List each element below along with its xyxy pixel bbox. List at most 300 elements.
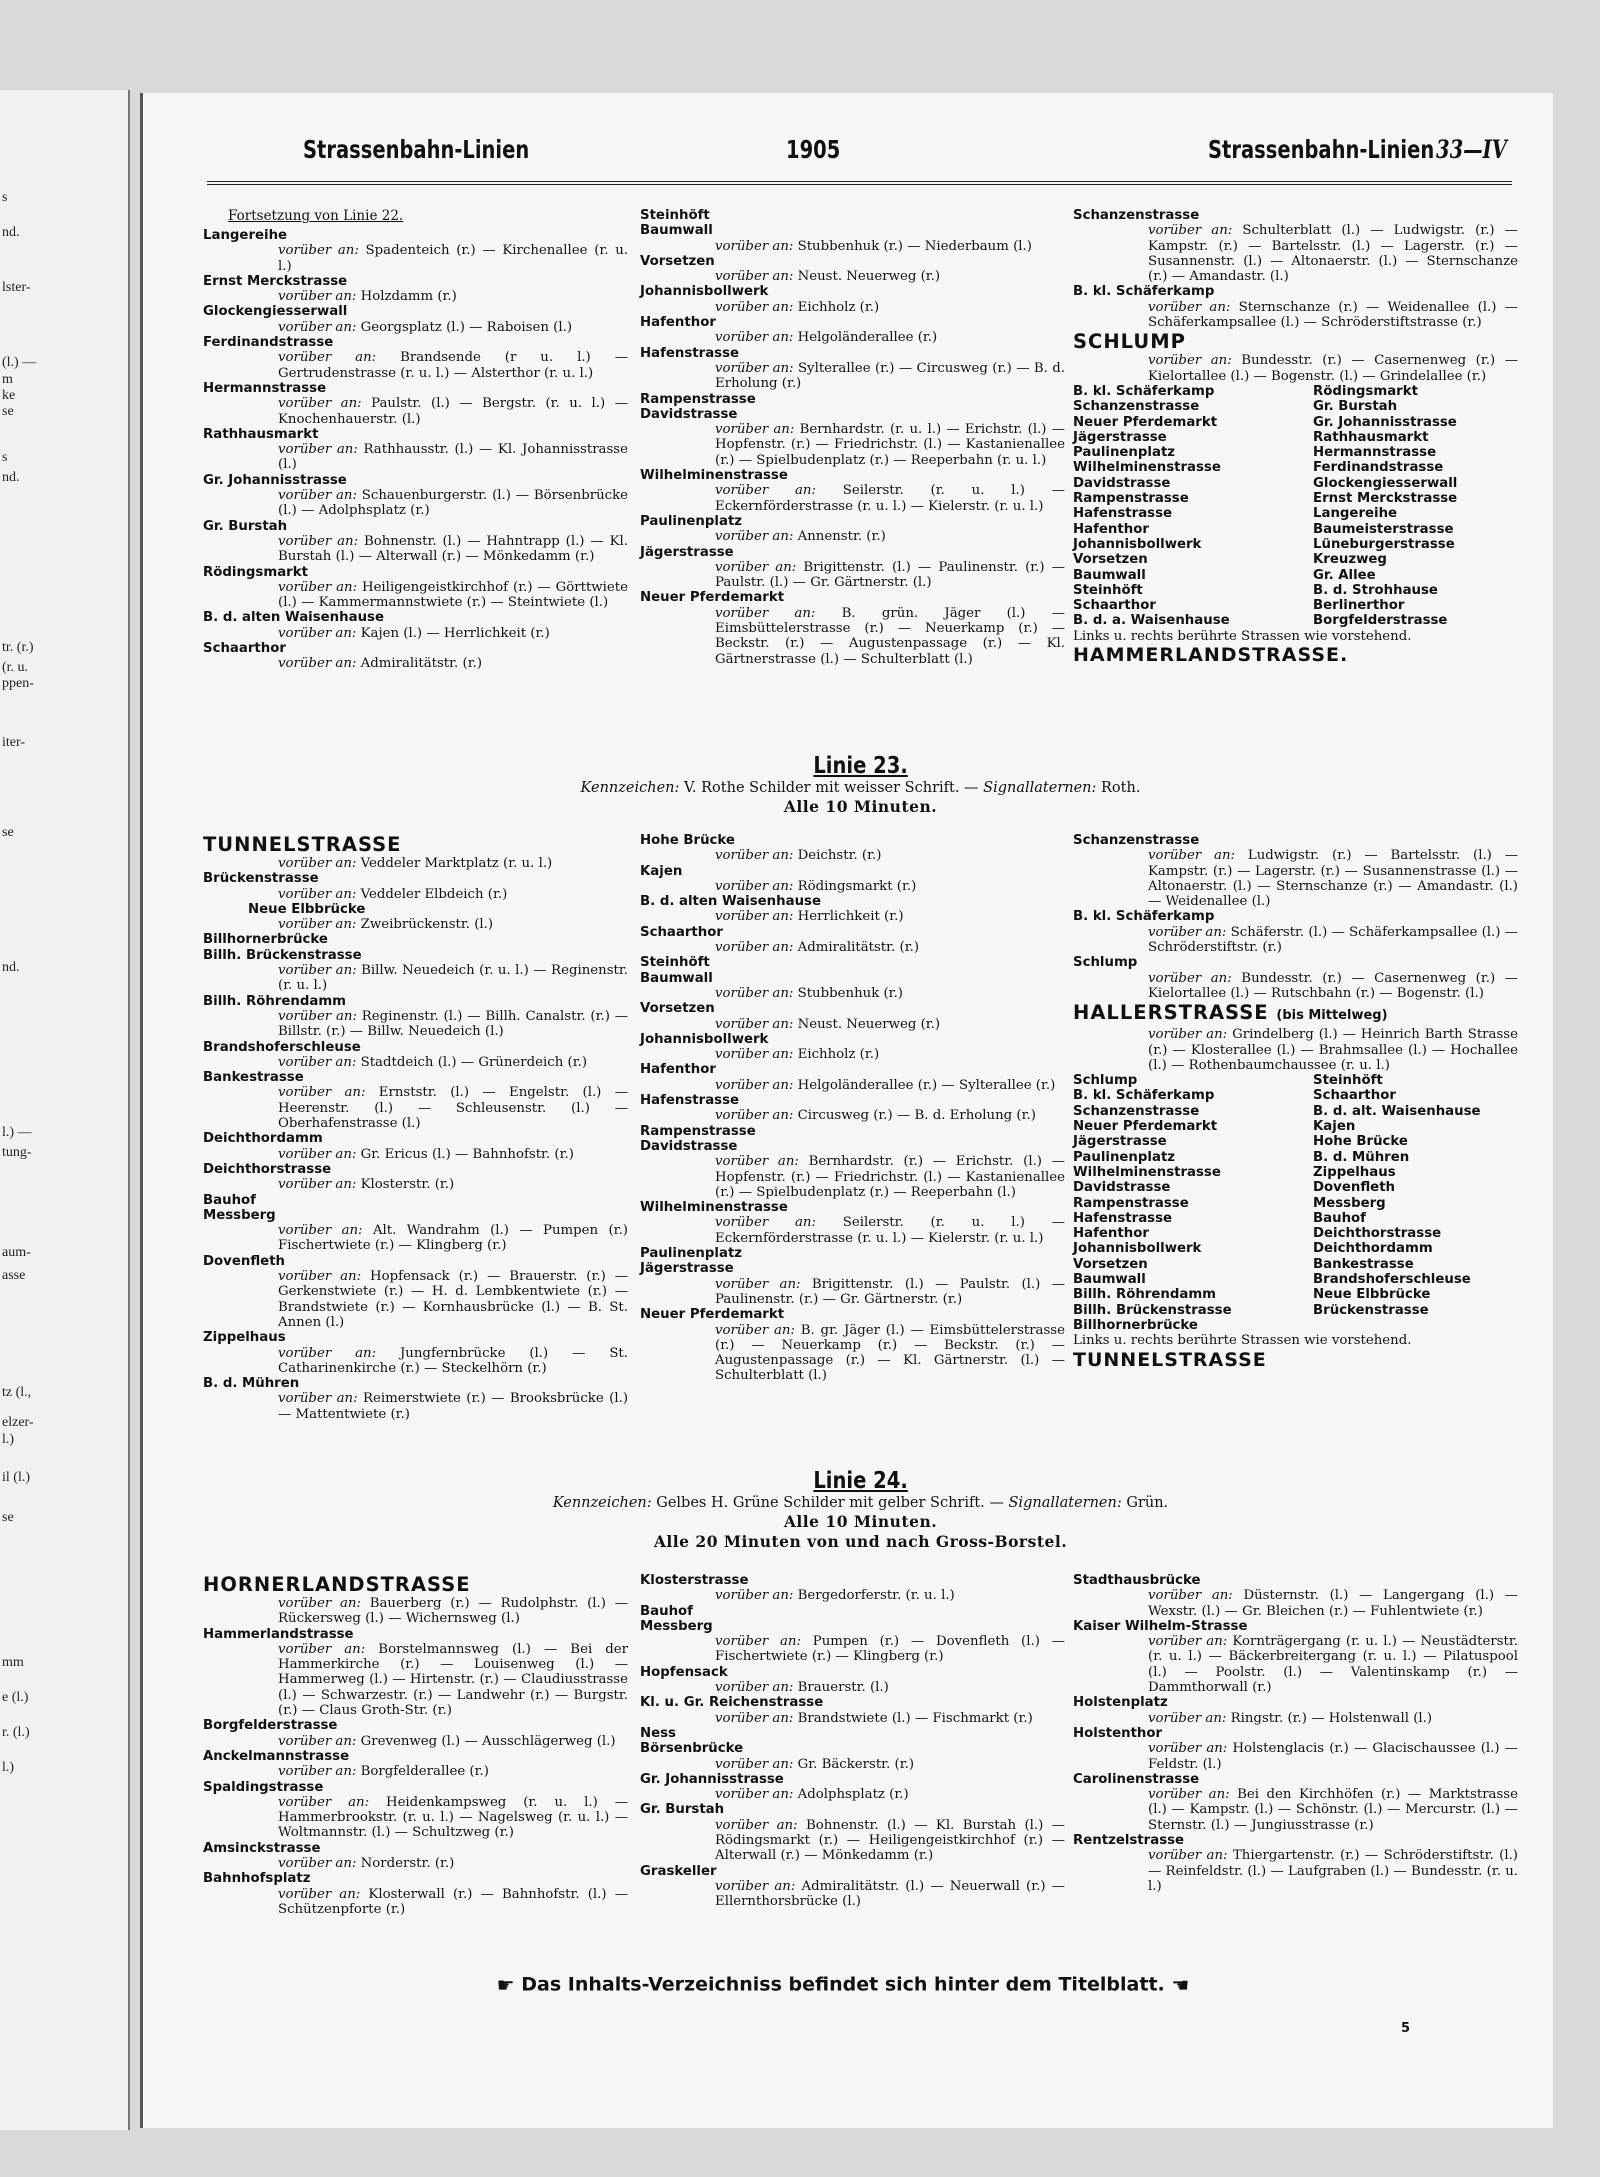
stop-name-text: Neuer Pferdemarkt	[640, 590, 785, 606]
stop-name-text: Deichthordamm	[203, 1131, 323, 1147]
passes-line	[203, 1856, 628, 1871]
passes-streets: Stadtdeich (l.) — Grünerdeich (r.)	[360, 1054, 588, 1070]
stop-name	[640, 208, 1065, 223]
margin-fragment: il (l.)	[2, 1470, 30, 1485]
stop-name-text: Wilhelminenstrasse	[640, 1200, 788, 1216]
stop-entry	[203, 228, 628, 274]
passes-label: vorüber an:	[278, 579, 358, 595]
left-page-margin	[0, 90, 130, 2130]
stop-name	[203, 1330, 628, 1345]
return-stop: Baumwall	[1073, 1272, 1146, 1288]
stop-entry	[640, 1200, 1065, 1246]
passes-label: vorüber an:	[715, 360, 794, 376]
stop-name	[640, 1062, 1065, 1077]
stop-name-text: Neuer Pferdemarkt	[640, 1307, 785, 1323]
stop-name	[203, 932, 628, 947]
stop-entry	[203, 381, 628, 427]
passes-line	[640, 1757, 1065, 1772]
stop-name-text: Hohe Brücke	[640, 833, 735, 848]
return-stop: Ferdinandstrasse	[1313, 460, 1444, 476]
stop-name	[203, 304, 628, 319]
stop-name	[640, 254, 1065, 269]
passes-streets: Brauerstr. (l.)	[797, 1680, 889, 1696]
passes-label: vorüber an:	[715, 1756, 794, 1772]
passes-line	[640, 269, 1065, 284]
stop-entry	[640, 1093, 1065, 1124]
passes-label: vorüber an:	[278, 856, 357, 871]
stop-entry	[640, 955, 1065, 970]
passes-label: vorüber an:	[715, 559, 797, 575]
stop-name-text: Schanzenstrasse	[1073, 208, 1200, 223]
linie-22-continuation	[203, 208, 1518, 838]
stop-name-text: Spaldingstrasse	[203, 1779, 324, 1795]
passes-label: vorüber an:	[278, 289, 357, 305]
passes-line	[203, 320, 628, 335]
passes-streets: Rödingsmarkt (r.)	[797, 878, 917, 894]
stop-entry	[203, 1376, 628, 1422]
stop-entry	[640, 315, 1065, 346]
stop-name-text: Brückenstrasse	[203, 871, 319, 887]
passes-line	[640, 1277, 1065, 1308]
margin-fragment: se	[2, 825, 14, 840]
stop-entry	[640, 514, 1065, 545]
passes-streets: Ringstr. (r.) — Holstenwall (l.)	[1230, 1710, 1433, 1726]
stop-name-text: Glockengiesserwall	[203, 304, 348, 320]
passes-streets: Alt. Wandrahm (l.) — Pumpen (r.) Fischertwiete (r.) — Klingberg (r.)	[278, 1223, 628, 1254]
return-stop: Steinhöft	[1073, 582, 1143, 598]
passes-line	[1073, 223, 1518, 284]
passes-line	[640, 1634, 1065, 1665]
column-1	[203, 1573, 628, 1917]
passes-label: vorüber an:	[1148, 299, 1231, 315]
passes-streets: Deichstr. (r.)	[797, 848, 882, 864]
passes-streets: Herrlichkeit (r.)	[797, 909, 904, 925]
passes-line	[640, 483, 1065, 514]
stop-name	[1073, 1695, 1518, 1710]
passes-streets: Bernhardstr. (r. u. l.) — Erichstr. (l.) — Hopfenstr. (r.) — Friedrichstr. (l.) — Kastanienallee (r.) — Spielbudenplatz (r.) — Reeperbahn (r. u. l.)	[715, 422, 1065, 468]
stop-name	[203, 1718, 628, 1733]
margin-fragment: iter-	[2, 735, 26, 750]
stop-name	[640, 1726, 1065, 1741]
linie-24-frequency: Alle 10 Minuten.	[783, 1512, 938, 1531]
header-right-title: Strassenbahn-Linien	[1208, 135, 1435, 164]
return-stop: Glockengiesserwall	[1313, 475, 1458, 491]
return-stop: Davidstrasse	[1073, 475, 1171, 491]
passes-streets: Schauenburgerstr. (l.) — Börsenbrücke (l.) — Adolphsplatz (r.)	[278, 488, 629, 519]
stop-entry	[203, 833, 628, 871]
column-2	[640, 208, 1065, 667]
stop-name-text: Hopfensack	[640, 1664, 728, 1680]
stop-name	[640, 1200, 1065, 1215]
passes-label: vorüber an:	[278, 1008, 357, 1024]
stop-name-text: Dovenfleth	[203, 1253, 286, 1269]
passes-streets: Brandstwiete (l.) — Fischmarkt (r.)	[797, 1710, 1033, 1726]
return-stop: Hermannstrasse	[1313, 445, 1437, 461]
passes-streets: Heiligengeistkirchhof (r.) — Görttwiete (l.) — Kammermannstwiete (r.) — Steintwiete (l.)	[278, 579, 628, 611]
passes-line	[640, 560, 1065, 591]
passes-streets: Neust. Neuerweg (r.)	[797, 1016, 941, 1032]
passes-streets: B. gr. Jäger (l.) — Eimsbüttelerstrasse (r.) — Neuerkamp (r.) — Beckstr. (r.) — Augustenpassage (r.) — Kl. Gärtnerstr. (l.) — Schulterblatt (l.)	[715, 1322, 1066, 1384]
return-stop: Vorsetzen	[1073, 552, 1148, 568]
passes-streets: Brandsende (r u. l.) — Gertrudenstrasse (r. u. l.) — Alsterthor (r. u. l.)	[278, 350, 628, 381]
linie-23-frequency: Alle 10 Minuten.	[783, 797, 938, 816]
stop-entry	[203, 610, 628, 641]
stop-entry	[203, 1573, 628, 1627]
stop-entry	[640, 254, 1065, 285]
stop-name-text: Kaiser Wilhelm-Strasse	[1073, 1618, 1248, 1634]
passes-line	[1073, 848, 1518, 909]
stop-name	[640, 514, 1065, 529]
passes-streets: Georgsplatz (l.) — Raboisen (l.)	[360, 319, 573, 335]
stop-name	[203, 1627, 628, 1642]
return-stop: Gr. Allee	[1313, 567, 1376, 583]
return-stop: Hafenstrasse	[1073, 506, 1173, 522]
stop-entry	[640, 1246, 1065, 1261]
passes-streets: Klosterwall (r.) — Bahnhofstr. (l.) — Schützenpforte (r.)	[278, 1886, 629, 1917]
kennzeichen-label: Kennzeichen:	[580, 780, 680, 796]
stop-entry	[640, 208, 1065, 223]
stop-name	[640, 407, 1065, 422]
stop-name	[640, 1093, 1065, 1108]
stop-name-text: B. d. Mühren	[203, 1376, 300, 1392]
margin-fragment: ppen-	[2, 676, 34, 691]
passes-streets: Grevenweg (l.) — Ausschlägerweg (l.)	[360, 1733, 616, 1749]
footer-note	[343, 1973, 1343, 1997]
passes-streets: Admiralitätstr. (r.)	[797, 940, 920, 956]
stop-name	[203, 228, 628, 243]
stop-name-text: Wilhelminenstrasse	[640, 468, 788, 484]
header-rule	[207, 181, 1512, 185]
stop-name-text: Holstenplatz	[1073, 1695, 1168, 1711]
margin-fragment: mm	[2, 1655, 24, 1670]
passes-line	[640, 1818, 1065, 1864]
stop-name	[640, 346, 1065, 361]
signallaternen-label: Signallaternen:	[1008, 1495, 1122, 1511]
stop-entry	[640, 1124, 1065, 1139]
passes-label: vorüber an:	[715, 848, 794, 864]
return-stop: Bauhof	[1313, 1210, 1366, 1226]
return-stop: Hafenthor	[1073, 521, 1149, 537]
stop-entry	[203, 1841, 628, 1872]
return-stop: Wilhelminenstrasse	[1073, 1164, 1221, 1180]
stop-name	[640, 590, 1065, 605]
stop-entry	[640, 392, 1065, 407]
return-stop: Johannisbollwerk	[1073, 1241, 1202, 1257]
passes-line	[1073, 1741, 1518, 1772]
stop-name-text: Jägerstrasse	[640, 1261, 734, 1277]
passes-streets: Schulterblatt (l.) — Ludwigstr. (r.) — Kampstr. (r.) — Bartelsstr. (l.) — Lagerstr. (r.) — Susannenstr. (l.) — Altonaerstr. (l.) — Sternschanze (r.) — Amandastr. (l.)	[1148, 223, 1519, 285]
stop-name-text: Brandshoferschleuse	[203, 1039, 361, 1055]
stop-name	[203, 381, 628, 396]
header-page: 33—IV	[1436, 135, 1507, 164]
passes-streets: Grindelberg (l.) — Heinrich Barth Strasse (r.) — Klosterallee (l.) — Brahmsallee (l.) — Hochallee (l.) — Rothenbaumchaussee (r. u. l.)	[1148, 1027, 1518, 1073]
return-note: Links u. rechts berührte Strassen wie vorstehend.	[1073, 1333, 1412, 1349]
passes-label: vorüber an:	[715, 330, 794, 346]
stop-entry	[203, 473, 628, 519]
return-stop: B. d. a. Waisenhause	[1073, 613, 1230, 629]
stop-name-text: Rathhausmarkt	[203, 426, 319, 442]
stop-name	[203, 519, 628, 534]
stop-name-text: Deichthorstrasse	[203, 1161, 332, 1177]
stop-name-text: Zippelhaus	[203, 1330, 286, 1346]
return-stop: Kajen	[1313, 1119, 1356, 1135]
passes-label: vorüber an:	[278, 1085, 366, 1101]
linie-23-heading	[203, 753, 1518, 817]
passes-label: vorüber an:	[1148, 924, 1227, 940]
stop-name	[1073, 1573, 1518, 1588]
passes-line	[1073, 925, 1518, 956]
return-stop: Vorsetzen	[1073, 1256, 1148, 1272]
passes-line	[640, 848, 1065, 863]
stop-entry	[203, 427, 628, 473]
passes-label: vorüber an:	[278, 1054, 357, 1070]
passes-streets: Bundesstr. (r.) — Casernenweg (r.) — Kielortallee (l.) — Rutschbahn (r.) — Bogenstr. (l.)	[1148, 970, 1519, 1001]
margin-fragment: lster-	[2, 280, 31, 295]
stop-entry	[203, 1627, 628, 1719]
stop-entry	[203, 1749, 628, 1780]
return-stop: Jägerstrasse	[1073, 1134, 1167, 1150]
passes-streets: Reginenstr. (l.) — Billh. Canalstr. (r.) — Billstr. (r.) — Billw. Neuedeich (l.)	[278, 1008, 629, 1040]
return-stop: B. kl. Schäferkamp	[1073, 1088, 1215, 1104]
stop-name	[203, 1040, 628, 1055]
passes-streets: Annenstr. (r.)	[797, 529, 886, 545]
stop-entry	[640, 925, 1065, 956]
stop-entry	[640, 971, 1065, 1002]
passes-streets: Veddeler Marktplatz (r. u. l.)	[360, 856, 553, 871]
passes-label: vorüber an:	[715, 299, 794, 315]
signallaternen-label: Signallaternen:	[983, 780, 1097, 796]
passes-streets: Norderstr. (r.)	[360, 1856, 455, 1872]
stop-entry	[640, 590, 1065, 666]
passes-streets: Brigittenstr. (l.) — Paulstr. (l.) — Paulinenstr. (r.) — Gr. Gärtnerstr. (r.)	[715, 1276, 1066, 1307]
return-stop: Dovenfleth	[1313, 1180, 1396, 1196]
passes-line	[203, 442, 628, 473]
return-stop: Schaarthor	[1313, 1088, 1396, 1104]
passes-line	[203, 856, 628, 871]
stop-name-text: Vorsetzen	[640, 253, 715, 269]
passes-label: vorüber an:	[715, 1047, 794, 1063]
passes-label: vorüber an:	[278, 886, 357, 902]
passes-streets: Helgoländerallee (r.) — Sylterallee (r.)	[797, 1077, 1056, 1093]
stop-name-text: Davidstrasse	[640, 406, 738, 422]
stop-name-text: Vorsetzen	[640, 1001, 715, 1017]
passes-label: vorüber an:	[1148, 1741, 1228, 1757]
passes-line	[1073, 971, 1518, 1002]
stop-name	[203, 335, 628, 350]
column-3	[1073, 833, 1518, 1372]
stop-entry	[1073, 1772, 1518, 1833]
stop-entry	[1073, 1695, 1518, 1726]
stop-entry	[203, 1193, 628, 1208]
stop-name	[1073, 208, 1518, 223]
stop-name	[1073, 1833, 1518, 1848]
passes-line	[203, 1346, 628, 1377]
stop-name	[203, 1193, 628, 1208]
stop-name-text: Hafenthor	[640, 315, 716, 331]
stop-name	[1073, 1772, 1518, 1787]
passes-label: vorüber an:	[715, 605, 816, 621]
stop-entry	[640, 284, 1065, 315]
passes-label: vorüber an:	[1148, 970, 1232, 986]
passes-streets: Spadenteich (r.) — Kirchenallee (r. u. l.)	[278, 243, 629, 274]
return-stop: Rampenstrasse	[1073, 1195, 1189, 1211]
pointing-hand-left-icon: ☚	[1171, 1973, 1190, 1997]
column-3	[1073, 208, 1518, 667]
passes-streets: Ludwigstr. (r.) — Bartelsstr. (l.) — Kampstr. (r.) — Lagerstr. (r.) — Susannenstrasse (l.) — Altonaerstr. (l.) — Sternschanze (r.) — Amandastr. (l.) — Weidenallee (l.)	[1148, 848, 1519, 910]
stop-name-text: Billh. Brückenstrasse	[203, 947, 362, 963]
passes-line	[203, 1795, 628, 1841]
passes-line	[640, 940, 1065, 955]
passes-streets: Bauerberg (r.) — Rudolphstr. (l.) — Rückersweg (l.) — Wichernsweg (l.)	[278, 1596, 629, 1627]
return-stop: Borgfelderstrasse	[1313, 613, 1448, 629]
stop-entry	[203, 948, 628, 994]
passes-streets: Admiralitätstr. (r.)	[360, 656, 483, 672]
passes-streets: Admiralitätstr. (l.) — Neuerwall (r.) — Ellernthorsbrücke (l.)	[715, 1878, 1066, 1910]
return-stop: Gr. Burstah	[1313, 399, 1398, 415]
passes-label: vorüber an:	[278, 1223, 363, 1239]
stop-name-text: Gr. Johannisstrasse	[203, 472, 347, 488]
passes-line	[640, 1323, 1065, 1384]
return-stop: Steinhöft	[1313, 1073, 1383, 1089]
stop-name	[203, 1162, 628, 1177]
passes-line	[203, 1269, 628, 1330]
stop-entry	[640, 1864, 1065, 1910]
passes-line	[203, 1764, 628, 1779]
passes-line	[1073, 1787, 1518, 1833]
passes-label: vorüber an:	[1148, 353, 1232, 369]
stop-name	[203, 1780, 628, 1795]
passes-streets: Reimerstwiete (r.) — Brooksbrücke (l.) — Mattentwiete (r.)	[278, 1391, 629, 1422]
stop-name-text: Messberg	[203, 1207, 276, 1223]
passes-line	[203, 243, 628, 274]
passes-streets: Sylterallee (r.) — Circusweg (r.) — B. d. Erholung (r.)	[715, 360, 1066, 392]
kennzeichen-value: V. Rothe Schilder mit weisser Schrift. —	[683, 780, 979, 796]
passes-line	[1073, 1634, 1518, 1695]
stop-entry	[640, 1665, 1065, 1696]
passes-label: vorüber an:	[278, 243, 359, 259]
stop-name-text: Rentzelstrasse	[1073, 1833, 1185, 1849]
stop-name-text: HALLERSTRASSE	[1073, 1001, 1269, 1025]
passes-label: vorüber an:	[1148, 1588, 1233, 1604]
return-stop: Brückenstrasse	[1313, 1302, 1429, 1318]
passes-label: vorüber an:	[715, 1634, 801, 1650]
stop-name	[203, 871, 628, 886]
passes-line	[640, 1879, 1065, 1910]
passes-label: vorüber an:	[278, 396, 362, 412]
stop-name	[640, 1695, 1065, 1710]
passes-streets: Helgoländerallee (r.)	[797, 330, 938, 346]
passes-streets: Bohnenstr. (l.) — Hahntrapp (l.) — Kl. Burstah (l.) — Alterwall (r.) — Mönkedamm (r.)	[278, 533, 628, 565]
stop-entry	[203, 1162, 628, 1193]
passes-label: vorüber an:	[715, 422, 795, 438]
stop-name	[1073, 330, 1518, 353]
stop-name	[640, 955, 1065, 970]
stop-entry	[203, 304, 628, 335]
stop-name-text: Rampenstrasse	[640, 1123, 756, 1139]
stop-name-text: Hafenstrasse	[640, 1093, 740, 1109]
return-stop: Deichthordamm	[1313, 1241, 1433, 1257]
passes-line	[203, 350, 628, 381]
passes-line	[640, 1215, 1065, 1246]
passes-line	[203, 534, 628, 565]
passes-line	[203, 1734, 628, 1749]
return-stop: Billhornerbrücke	[1073, 1317, 1198, 1333]
passes-line	[203, 488, 628, 519]
kennzeichen-label: Kennzeichen:	[552, 1495, 652, 1511]
return-stop: Schaarthor	[1073, 598, 1156, 614]
passes-line	[203, 1055, 628, 1070]
return-stop: B. d. Strohhause	[1313, 582, 1438, 598]
stop-entry	[203, 1780, 628, 1841]
stop-name-text: Billh. Röhrendamm	[203, 993, 347, 1009]
return-stop: Paulinenplatz	[1073, 445, 1176, 461]
stop-name-text: Paulinenplatz	[640, 1246, 743, 1262]
passes-line	[640, 1017, 1065, 1032]
stop-name-text: Schlump	[1073, 955, 1138, 971]
passes-streets: Stubbenhuk (r.) — Niederbaum (l.)	[797, 238, 1032, 254]
return-stop: Billh. Brückenstrasse	[1073, 1302, 1232, 1318]
return-stop: B. kl. Schäferkamp	[1073, 383, 1215, 399]
column-1	[203, 833, 628, 1422]
stop-name	[640, 1261, 1065, 1276]
stop-name	[203, 902, 628, 917]
stop-entry	[1073, 833, 1518, 909]
linie-23-body	[203, 833, 1518, 1433]
stop-name-text: Ness	[640, 1725, 676, 1741]
stop-name	[640, 1772, 1065, 1787]
passes-line	[1073, 1027, 1518, 1073]
stop-entry	[203, 1330, 628, 1376]
passes-streets: Brigittenstr. (l.) — Paulinenstr. (r.) — Paulstr. (l.) — Gr. Gärtnerstr. (l.)	[715, 559, 1065, 591]
stop-name	[203, 641, 628, 656]
passes-line	[203, 1596, 628, 1627]
passes-label: vorüber an:	[715, 529, 794, 545]
linie-23-title: Linie 23.	[813, 753, 908, 779]
stop-name	[203, 274, 628, 289]
stop-name-text: HORNERLANDSTRASSE	[203, 1573, 471, 1596]
passes-streets: Düsternstr. (l.) — Langergang (l.) — Wexstr. (l.) — Gr. Bleichen (r.) — Fuhlentwiete (r.)	[1148, 1588, 1519, 1619]
stop-entry	[640, 407, 1065, 468]
passes-line	[640, 909, 1065, 924]
stop-entry	[203, 902, 628, 933]
margin-fragment: tr. (r.)	[2, 640, 34, 655]
stop-name-text: Carolinenstrasse	[1073, 1771, 1200, 1787]
linie-23-kennzeichen	[203, 779, 1518, 797]
passes-label: vorüber an:	[715, 483, 816, 499]
passes-line	[1073, 1711, 1518, 1726]
passes-label: vorüber an:	[278, 1146, 357, 1162]
stop-name	[203, 427, 628, 442]
stop-name	[640, 284, 1065, 299]
passes-line	[640, 330, 1065, 345]
header-left-title: Strassenbahn-Linien	[303, 135, 530, 164]
stop-name	[640, 223, 1065, 238]
margin-fragment: s	[2, 190, 8, 205]
stop-name-text: Börsenbrücke	[640, 1741, 744, 1757]
return-stop	[1313, 1318, 1518, 1333]
stop-name	[1073, 1001, 1518, 1027]
stop-name-text: Johannisbollwerk	[640, 1031, 769, 1047]
stop-entry	[203, 565, 628, 611]
return-stop: Davidstrasse	[1073, 1180, 1171, 1196]
passes-streets: Bundesstr. (r.) — Casernenweg (r.) — Kielortallee (l.) — Bogenstr. (l.) — Grindelallee (r.)	[1148, 353, 1519, 384]
stop-name-text: Schanzenstrasse	[1073, 833, 1200, 848]
return-stop: Rödingsmarkt	[1313, 383, 1418, 399]
passes-streets: Schäferstr. (l.) — Schäferkampsallee (l.) — Schröderstiftstr. (r.)	[1148, 924, 1519, 956]
stop-name-text: Bankestrasse	[203, 1070, 304, 1086]
stop-entry	[1073, 284, 1518, 330]
stop-name	[640, 864, 1065, 879]
